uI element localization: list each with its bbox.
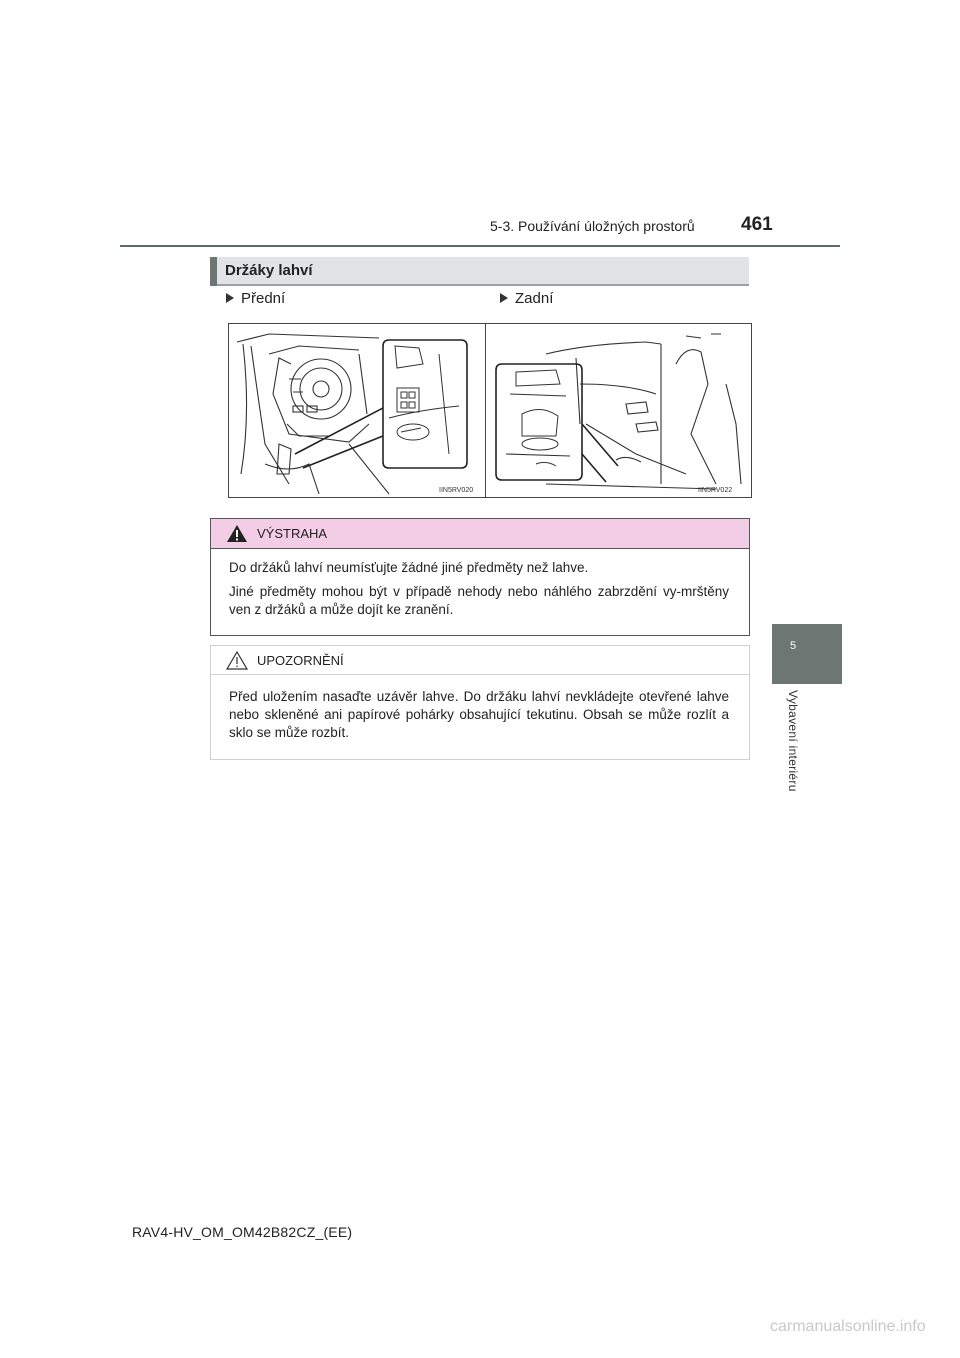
notice-label: UPOZORNĚNÍ [257,653,344,668]
rear-figure-code: IIN5RV022 [698,487,733,494]
front-figure-code: IIN5RV020 [439,487,474,494]
warning-body [229,559,729,619]
rear-bottle-holder-illustration [486,324,751,497]
warning-paragraph-2: Jiné předměty mohou být v případě nehody nebo náhlého zabrzdění vy-mrštěny ven z držáků a může dojít ke zranění. [229,584,729,617]
warning-paragraph-1: Do držáků lahví neumísťujte žádné jiné předměty než lahve. [229,560,589,575]
warning-box [210,518,750,636]
front-bottle-holder-illustration [229,324,485,497]
warning-label: VÝSTRAHA [257,526,328,541]
chapter-title: Vybavení interiéru [786,690,800,792]
page-number: 461 [741,214,773,235]
caution-triangle-icon [226,651,248,670]
triangle-bullet-icon [500,293,508,303]
manual-code: RAV4-HV_OM_OM42B82CZ_(EE) [132,1224,353,1240]
front-label: Přední [241,290,286,307]
notice-box [210,645,750,760]
section-heading-marker [210,257,217,286]
subsection-rear [500,290,553,307]
section-heading [210,257,749,286]
watermark: carmanualsonline.info [770,1318,926,1335]
warning-header [211,519,749,549]
notice-header [211,646,749,675]
notice-body [229,688,729,742]
chapter-title-vertical [772,690,814,820]
warning-triangle-icon [226,524,248,543]
triangle-bullet-icon [226,293,234,303]
chapter-number: 5 [789,640,797,652]
rear-label: Zadní [515,290,554,307]
header-section-title: 5-3. Používání úložných prostorů [490,218,695,234]
section-title: Držáky lahví [225,262,313,279]
chapter-tab [772,624,842,684]
illustration-panel [228,323,752,498]
subsection-front [226,290,285,307]
header-rule [120,245,840,247]
notice-paragraph: Před uložením nasaďte uzávěr lahve. Do držáku lahví nevkládejte otevřené lahve nebo skleněné ani papírové pohárky obsahující tekutinu. Obsah se může rozlít a sklo se může rozbít. [229,689,729,740]
